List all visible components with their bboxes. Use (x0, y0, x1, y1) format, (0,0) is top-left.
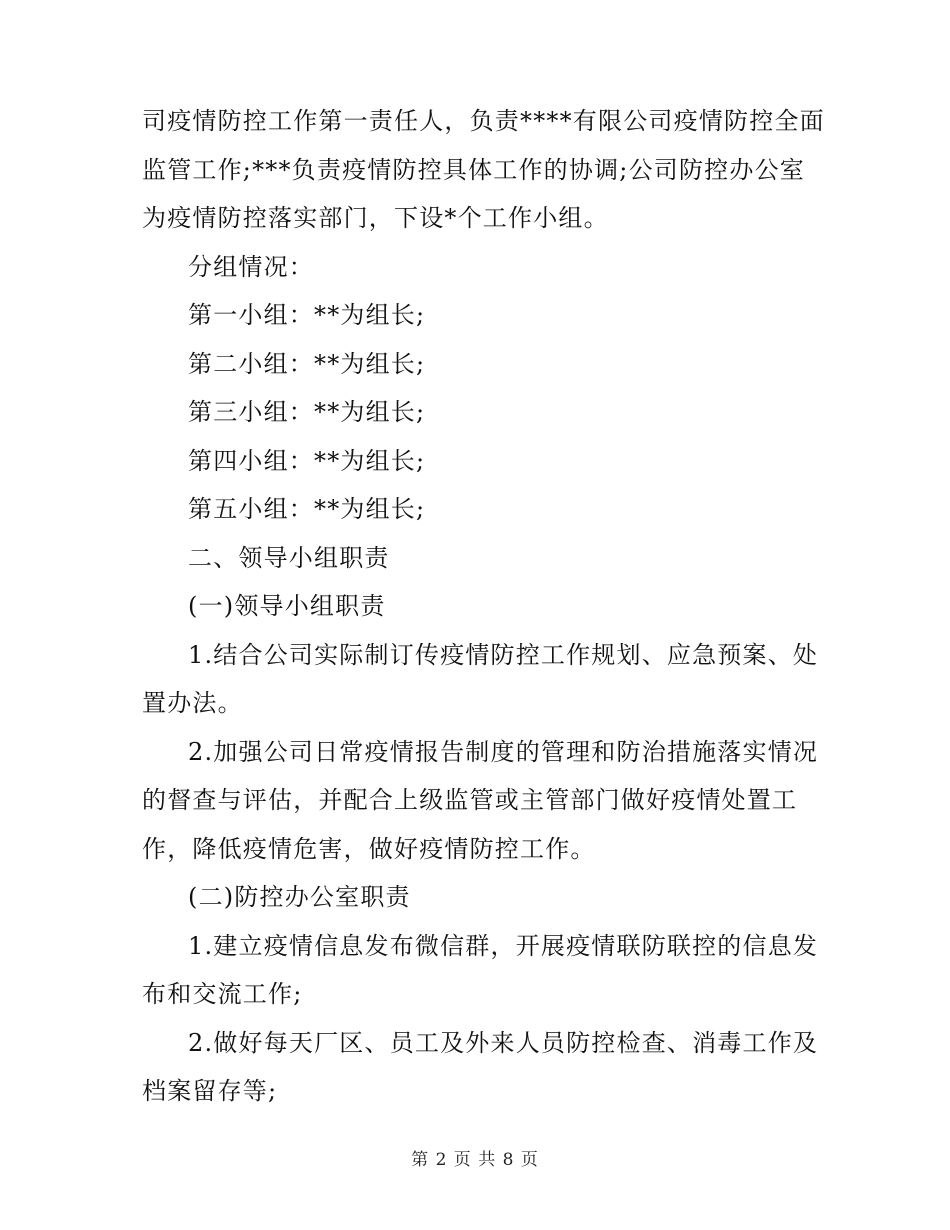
text-line: 作，降低疫情危害，做好疫情防控工作。 (142, 834, 596, 863)
numbered-item: 1.结合公司实际制订传疫情防控工作规划、应急预案、处 (188, 640, 819, 669)
group-item: 第二小组：**为组长; (188, 349, 426, 378)
text-line: 布和交流工作; (142, 980, 303, 1008)
numbered-item: 2.加强公司日常疫情报告制度的管理和防治措施落实情况 (188, 737, 819, 766)
text-line: 司疫情防控工作第一责任人，负责****有限公司疫情防控全面 (142, 107, 825, 135)
group-item: 第五小组：**为组长; (188, 495, 426, 523)
text-line: 档案留存等; (142, 1077, 278, 1105)
group-item: 第四小组：**为组长; (188, 446, 426, 475)
text-line: 的督查与评估，并配合上级监管或主管部门做好疫情处置工 (142, 786, 798, 814)
numbered-item: 2.做好每天厂区、员工及外来人员防控检查、消毒工作及 (188, 1028, 819, 1057)
group-item: 第一小组：**为组长; (188, 301, 426, 329)
group-item: 第三小组：**为组长; (188, 398, 426, 426)
section-label-grouping: 分组情况： (188, 252, 314, 281)
numbered-item: 1.建立疫情信息发布微信群，开展疫情联防联控的信息发 (188, 931, 819, 960)
section-heading: 二、领导小组职责 (188, 543, 390, 572)
subsection-heading: (一)领导小组职责 (188, 592, 386, 620)
page-number-footer: 第 2 页 共 8 页 (411, 1150, 539, 1170)
text-line: 监管工作;***负责疫情防控具体工作的协调;公司防控办公室 (142, 155, 805, 184)
document-body (142, 97, 825, 1116)
text-line: 为疫情防控落实部门，下设*个工作小组。 (142, 204, 609, 232)
subsection-heading: (二)防控办公室职责 (188, 883, 411, 911)
text-line: 置办法。 (142, 689, 243, 717)
